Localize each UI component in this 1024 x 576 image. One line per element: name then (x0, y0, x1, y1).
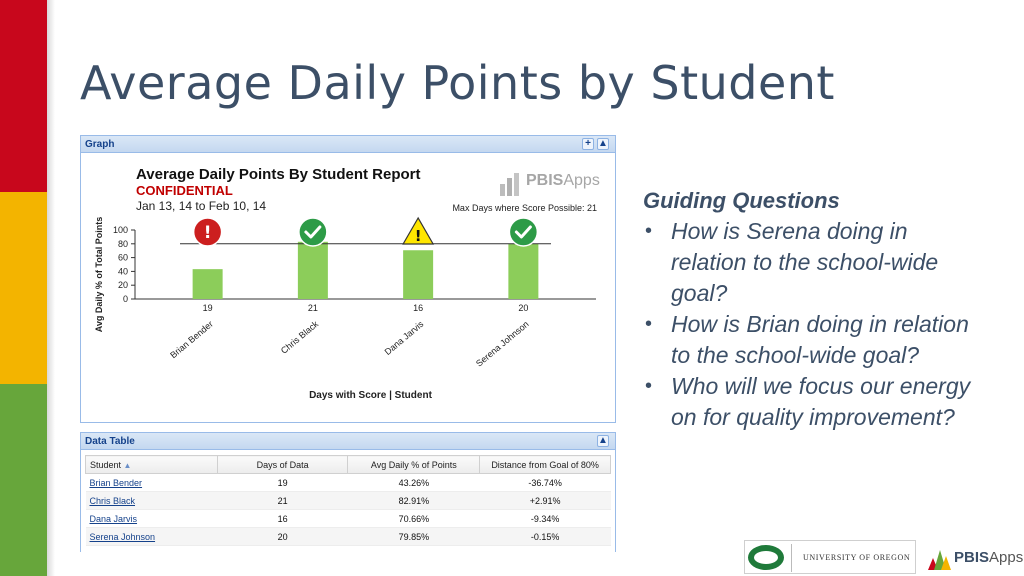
table-cell: 20 (217, 528, 348, 546)
check-icon (299, 218, 327, 246)
table-header-row (86, 456, 611, 474)
bar (403, 250, 433, 299)
col-header-student[interactable]: Student ▲ (86, 456, 218, 474)
oregon-o-icon (748, 545, 784, 570)
y-tick-label: 80 (117, 238, 128, 249)
pbis-figures-icon (928, 546, 952, 570)
question-item: • Who will we focus our energy on for quality improvement? (643, 371, 973, 433)
y-tick-label: 60 (117, 252, 128, 263)
graph-panel-tools (582, 138, 609, 150)
table-cell: 16 (217, 510, 348, 528)
collapse-graph-button[interactable]: ▲ (598, 138, 608, 149)
footer-logos (744, 538, 1024, 576)
chart-title: Average Daily Points By Student Report (136, 166, 421, 183)
category-label: Dana Jarvis (382, 318, 426, 358)
table-cell: -0.15% (480, 528, 611, 546)
category-label: Brian Bender (168, 318, 215, 361)
category-label: Serena Johnson (474, 318, 531, 369)
table-cell: +2.91% (480, 492, 611, 510)
bar (193, 269, 223, 299)
pbisapps-footer-logo (928, 546, 1024, 574)
col-header-days[interactable]: Days of Data (217, 456, 348, 474)
table-row (86, 474, 611, 492)
x-axis-label: Days with Score | Student (309, 390, 432, 401)
y-tick-label: 20 (117, 280, 128, 291)
student-link[interactable]: Brian Bender (86, 474, 218, 492)
sidebar-green-band (0, 384, 47, 576)
date-range: Jan 13, 14 to Feb 10, 14 (136, 199, 267, 213)
bar-chart (81, 154, 615, 422)
student-link[interactable]: Serena Johnson (86, 528, 218, 546)
sidebar-shadow (47, 0, 55, 576)
student-link[interactable]: Chris Black (86, 492, 218, 510)
days-with-score-label: 21 (307, 303, 318, 313)
table-row (86, 528, 611, 546)
warning-icon-glyph: ! (414, 227, 422, 245)
col-header-distance[interactable]: Distance from Goal of 80% (480, 456, 611, 474)
table-row (86, 492, 611, 510)
table-cell: 79.85% (348, 528, 480, 546)
university-name: UNIVERSITY OF OREGON (803, 553, 911, 562)
graph-panel (80, 135, 616, 423)
confidential-label: CONFIDENTIAL (136, 183, 233, 198)
alert-icon-glyph: ! (203, 223, 212, 243)
question-item: • How is Brian doing in relation to the school-wide goal? (643, 309, 973, 371)
table-cell: -9.34% (480, 510, 611, 528)
logo-divider (791, 544, 792, 572)
table-cell: 82.91% (348, 492, 480, 510)
expand-button[interactable]: + (582, 138, 594, 150)
pbisapps-footer-text: PBISApps (954, 549, 1024, 566)
table-cell: 21 (217, 492, 348, 510)
table-row (86, 510, 611, 528)
graph-panel-title: Graph (85, 139, 115, 150)
check-icon (509, 218, 537, 246)
y-tick-label: 100 (112, 225, 128, 235)
days-with-score-label: 16 (413, 303, 424, 313)
sort-asc-icon[interactable]: ▲ (123, 460, 132, 470)
table-cell: 43.26% (348, 474, 480, 492)
collapse-table-button[interactable]: ▲ (598, 435, 608, 446)
bar (298, 242, 328, 299)
days-with-score-label: 20 (518, 303, 529, 313)
y-tick-label: 0 (122, 294, 128, 304)
slide-title: Average Daily Points by Student (80, 56, 835, 110)
max-days-label: Max Days where Score Possible: 21 (452, 203, 597, 213)
days-with-score-label: 19 (202, 303, 213, 313)
category-label: Chris Black (278, 318, 321, 356)
table-cell: 19 (217, 474, 348, 492)
data-table-panel (80, 432, 616, 552)
col-header-avg[interactable]: Avg Daily % of Points (348, 456, 480, 474)
table-cell: -36.74% (480, 474, 611, 492)
table-panel-header (81, 433, 615, 450)
bar (508, 244, 538, 299)
student-link[interactable]: Dana Jarvis (86, 510, 218, 528)
sidebar-red-band (0, 0, 47, 192)
university-of-oregon-logo (744, 540, 916, 574)
table-cell: 70.66% (348, 510, 480, 528)
questions-list (643, 216, 973, 433)
sidebar-yellow-band (0, 192, 47, 384)
question-item: • How is Serena doing in relation to the school-wide goal? (643, 216, 973, 309)
guiding-questions (643, 188, 973, 433)
table-panel-tools (597, 435, 609, 447)
graph-panel-header (81, 136, 615, 153)
y-tick-label: 40 (117, 266, 128, 277)
table-panel-title: Data Table (85, 436, 135, 447)
pbisapps-logo-text: PBISApps (526, 172, 600, 189)
data-table (85, 455, 611, 546)
questions-heading: Guiding Questions (643, 188, 840, 213)
y-axis-label: Avg Daily % of Total Points (94, 216, 104, 333)
